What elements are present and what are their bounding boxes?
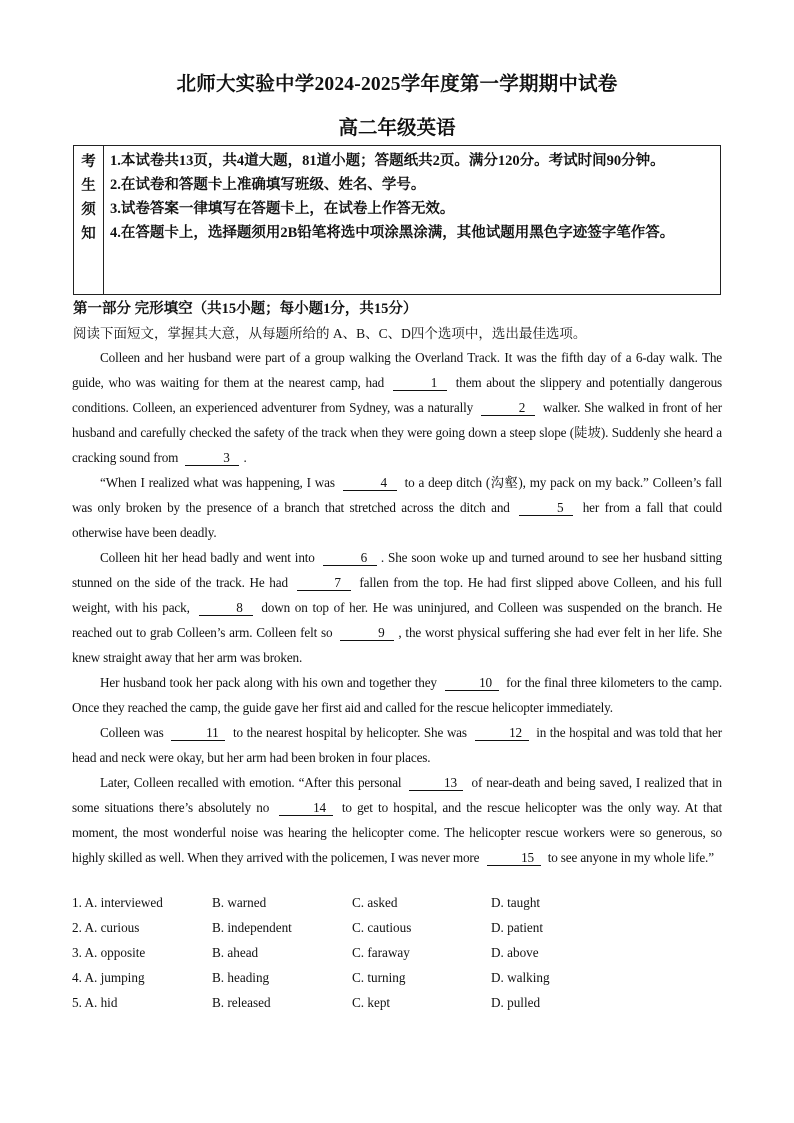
passage-text: in the hospital and was told that her head and neck were okay, but her arm had been broken in four places. xyxy=(72,725,722,765)
answer-option: B. independent xyxy=(212,920,292,935)
passage-paragraph xyxy=(72,345,722,470)
cloze-blank: 11 xyxy=(171,725,225,741)
cloze-blank: 6 xyxy=(323,550,377,566)
passage-text: walker. She walked in front of her husband and carefully checked the safety of the track when they were going down a steep slope (陡坡). Suddenly she heard a cracking sound from xyxy=(72,400,722,465)
question-row xyxy=(72,920,722,945)
passage-paragraph xyxy=(72,720,722,770)
cloze-blank: 5 xyxy=(519,500,573,516)
passage-paragraph xyxy=(72,770,722,870)
passage-text: to a deep ditch (沟壑), my pack on my back.” Colleen’s fall was only broken by the presence of a branch that stretched across the ditch and xyxy=(72,475,722,515)
notice-item: 3.试卷答案一律填写在答题卡上，在试卷上作答无效。 xyxy=(110,201,455,217)
notice-items xyxy=(110,149,716,245)
cloze-blank: 3 xyxy=(185,450,239,466)
notice-label-char: 生 xyxy=(81,178,96,194)
answer-option: D. taught xyxy=(491,895,541,910)
passage-text: to see anyone in my whole life.” xyxy=(547,850,714,865)
passage-text: of near-death and being saved, I realized that in some situations there’s absolutely no xyxy=(72,775,722,815)
passage-paragraph xyxy=(72,470,722,545)
answer-option: D. pulled xyxy=(491,995,541,1010)
passage-text: to get to hospital, and the rescue helicopter was the only way. At that moment, the most wonderful noise was hearing the helicopter come. The helicopter rescue workers were so generous, so highly skilled as well. When they arrived with the policemen, I was never more xyxy=(72,800,723,865)
examinee-notice-box xyxy=(73,145,721,295)
notice-label-char: 考 xyxy=(81,154,96,170)
question-row xyxy=(72,895,722,920)
passage-text: Colleen and her husband were part of a group walking the Overland Track. It was the fifth day of a 6-day walk. The guide, who was waiting for them at the nearest camp, had xyxy=(72,350,722,390)
answer-option: 2. A. curious xyxy=(72,920,140,935)
cloze-blank: 8 xyxy=(199,600,253,616)
cloze-passage xyxy=(72,345,722,870)
notice-label xyxy=(74,146,104,294)
cloze-blank: 14 xyxy=(279,800,333,816)
answer-option: C. asked xyxy=(352,895,398,910)
answer-option: 3. A. opposite xyxy=(72,945,146,960)
passage-text: down on top of her. He was uninjured, and Colleen was suspended on the branch. He reached out to grab Colleen’s arm. Colleen felt so xyxy=(72,600,722,640)
passage-text: Colleen was xyxy=(100,725,164,740)
passage-text: to the nearest hospital by helicopter. She was xyxy=(232,725,467,740)
answer-option: D. patient xyxy=(491,920,544,935)
cloze-blank: 7 xyxy=(297,575,351,591)
notice-item: 1.本试卷共13页，共4道大题，81道小题；答题纸共2页。满分120分。考试时间90分钟。 xyxy=(110,153,665,169)
passage-text: Her husband took her pack along with his own and together they xyxy=(100,675,437,690)
answer-option: B. released xyxy=(212,995,271,1010)
question-row xyxy=(72,970,722,995)
cloze-blank: 4 xyxy=(343,475,397,491)
section-instruction: 阅读下面短文，掌握其大意，从每题所给的 A、B、C、D四个选项中，选出最佳选项。 xyxy=(73,326,587,341)
cloze-blank: 13 xyxy=(409,775,463,791)
answer-option: B. heading xyxy=(212,970,270,985)
passage-text: . xyxy=(243,450,247,465)
cloze-blank: 12 xyxy=(475,725,529,741)
question-row xyxy=(72,995,722,1020)
notice-item: 4.在答题卡上，选择题须用2B铅笔将选中项涂黑涂满，其他试题用黑色字迹签字笔作答。 xyxy=(110,225,675,241)
answer-option: C. turning xyxy=(352,970,406,985)
answer-option: D. above xyxy=(491,945,539,960)
cloze-blank: 15 xyxy=(487,850,541,866)
answer-option: C. cautious xyxy=(352,920,412,935)
question-row xyxy=(72,945,722,970)
cloze-blank: 10 xyxy=(445,675,499,691)
passage-text: , the worst physical suffering she had ever felt in her life. She knew straight away that her arm was broken. xyxy=(72,625,722,665)
answer-option: B. ahead xyxy=(212,945,259,960)
passage-text: Later, Colleen recalled with emotion. “After this personal xyxy=(100,775,402,790)
cloze-blank: 2 xyxy=(481,400,535,416)
passage-text: . She soon woke up and turned around to see her husband sitting stunned on the side of the track. He had xyxy=(72,550,722,590)
passage-text: them about the slippery and potentially dangerous conditions. Colleen, an experienced adventurer from Sydney, was a naturally xyxy=(72,375,722,415)
cloze-blank: 1 xyxy=(393,375,447,391)
answer-option: B. warned xyxy=(212,895,267,910)
notice-item: 2.在试卷和答题卡上准确填写班级、姓名、学号。 xyxy=(110,177,426,193)
section-title: 第一部分 完形填空（共15小题；每小题1分，共15分） xyxy=(73,301,418,317)
passage-text: her from a fall that could otherwise have been deadly. xyxy=(72,500,723,540)
answer-option: D. walking xyxy=(491,970,550,985)
exam-subtitle: 高二年级英语 xyxy=(338,118,456,139)
question-options xyxy=(72,895,722,1020)
notice-label-char: 须 xyxy=(81,202,96,218)
passage-text: for the final three kilometers to the camp. Once they reached the camp, the guide gave her first aid and called for the rescue helicopter immediately. xyxy=(72,675,722,715)
passage-paragraph xyxy=(72,545,722,670)
answer-option: 4. A. jumping xyxy=(72,970,145,985)
cloze-blank: 9 xyxy=(340,625,394,641)
passage-text: Colleen hit her head badly and went into xyxy=(100,550,315,565)
exam-title: 北师大实验中学2024-2025学年度第一学期期中试卷 xyxy=(176,74,618,95)
passage-paragraph xyxy=(72,670,722,720)
passage-text: “When I realized what was happening, I was xyxy=(100,475,335,490)
answer-option: C. faraway xyxy=(352,945,410,960)
notice-label-char: 知 xyxy=(81,226,96,242)
answer-option: 1. A. interviewed xyxy=(72,895,163,910)
answer-option: C. kept xyxy=(352,995,391,1010)
passage-text: fallen from the top. He had first slipped above Colleen, and his full weight, with his pack, xyxy=(72,575,722,615)
answer-option: 5. A. hid xyxy=(72,995,118,1010)
